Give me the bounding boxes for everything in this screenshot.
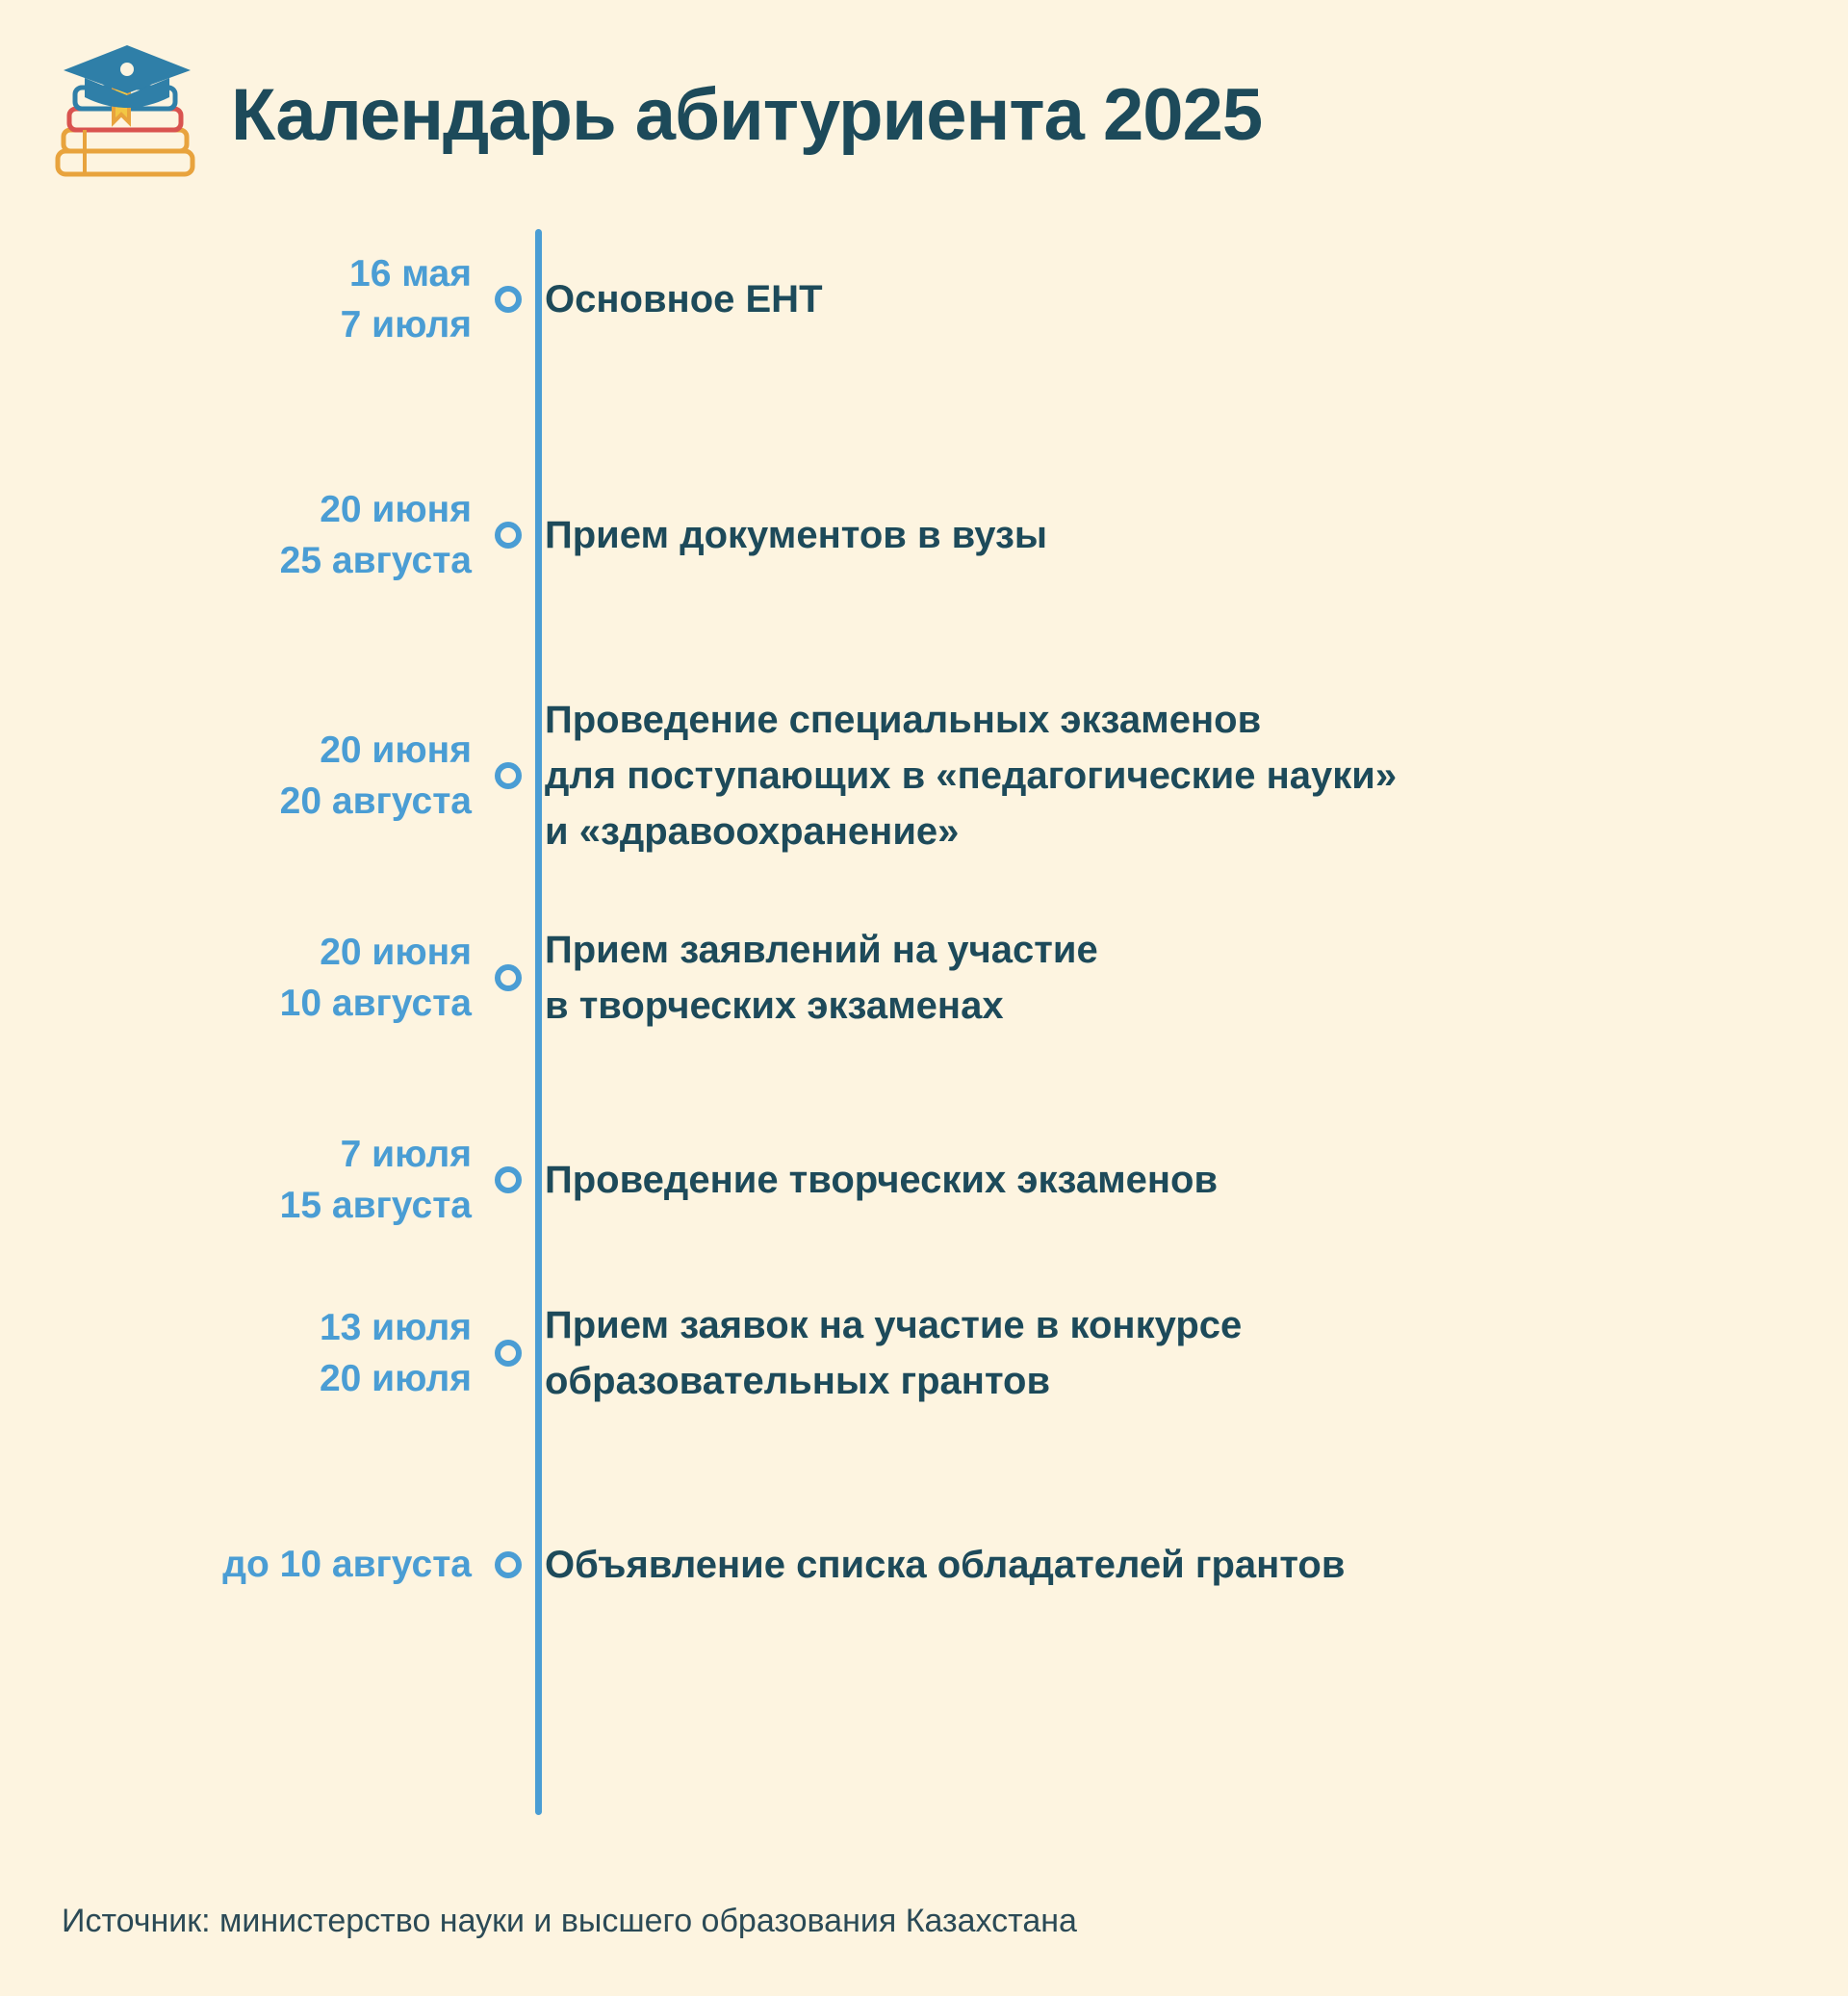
- date-end: 20 августа: [279, 780, 472, 822]
- timeline-item: [0, 1113, 1848, 1247]
- label-line: образовательных грантов: [545, 1360, 1051, 1402]
- header: [0, 0, 1848, 192]
- label-line: для поступающих в «педагогические науки»: [545, 755, 1398, 797]
- date-start: 13 июля: [319, 1306, 472, 1348]
- timeline-item-label: [545, 1297, 1848, 1409]
- timeline-item: [0, 1286, 1848, 1420]
- timeline-dot-icon: [495, 522, 522, 549]
- date-end: 15 августа: [279, 1185, 472, 1226]
- date-end: 20 июля: [319, 1358, 472, 1399]
- label-line: в творческих экзаменах: [545, 985, 1004, 1027]
- timeline-item: [0, 910, 1848, 1045]
- timeline-node: [472, 1551, 545, 1578]
- date-start: 16 мая: [349, 252, 472, 294]
- timeline-item-dates: [0, 725, 472, 828]
- timeline-item: [0, 1497, 1848, 1632]
- timeline-item-dates: [0, 1129, 472, 1232]
- timeline-item-dates: [0, 484, 472, 587]
- timeline-item: [0, 468, 1848, 602]
- timeline-item-label: [545, 922, 1848, 1034]
- timeline-item-label: [545, 1152, 1848, 1208]
- timeline-dot-icon: [495, 1340, 522, 1367]
- label-line: Прием заявок на участие в конкурсе: [545, 1304, 1243, 1346]
- label-line: Объявление списка обладателей грантов: [545, 1544, 1346, 1586]
- timeline-node: [472, 1166, 545, 1193]
- timeline-item: [0, 699, 1848, 853]
- timeline-item-dates: [0, 248, 472, 351]
- date-start: 20 июня: [320, 488, 472, 530]
- date-start: 7 июля: [340, 1133, 472, 1175]
- timeline-item-label: [545, 507, 1848, 563]
- timeline-node: [472, 286, 545, 313]
- label-line: Проведение творческих экзаменов: [545, 1159, 1219, 1201]
- label-line: и «здравоохранение»: [545, 810, 960, 853]
- timeline-item: [0, 232, 1848, 367]
- date-start: 20 июня: [320, 931, 472, 973]
- label-line: Прием заявлений на участие: [545, 929, 1098, 971]
- graduation-cap-books-icon: [46, 38, 210, 201]
- timeline-dot-icon: [495, 964, 522, 991]
- timeline-item-dates: [0, 1302, 472, 1405]
- timeline-item-label: [545, 1537, 1848, 1593]
- timeline-dot-icon: [495, 1551, 522, 1578]
- timeline-node: [472, 964, 545, 991]
- date-end: 25 августа: [279, 540, 472, 581]
- timeline-node: [472, 522, 545, 549]
- timeline-item-dates: [0, 927, 472, 1030]
- timeline: [0, 218, 1848, 1844]
- label-line: Прием документов в вузы: [545, 514, 1048, 556]
- date-end: 7 июля: [340, 304, 472, 345]
- timeline-node: [472, 762, 545, 789]
- date-end: 10 августа: [279, 983, 472, 1024]
- timeline-node: [472, 1340, 545, 1367]
- timeline-dot-icon: [495, 762, 522, 789]
- timeline-dot-icon: [495, 286, 522, 313]
- page-title: Календарь абитуриента 2025: [231, 74, 1263, 156]
- timeline-item-dates: [0, 1539, 472, 1590]
- timeline-item-label: [545, 271, 1848, 327]
- date-start: 20 июня: [320, 729, 472, 771]
- timeline-item-label: [545, 692, 1848, 859]
- source-note: Источник: министерство науки и высшего образования Казахстана: [62, 1903, 1077, 1939]
- date-start: до 10 августа: [222, 1544, 472, 1586]
- label-line: Основное ЕНТ: [545, 278, 823, 320]
- timeline-dot-icon: [495, 1166, 522, 1193]
- label-line: Проведение специальных экзаменов: [545, 699, 1262, 741]
